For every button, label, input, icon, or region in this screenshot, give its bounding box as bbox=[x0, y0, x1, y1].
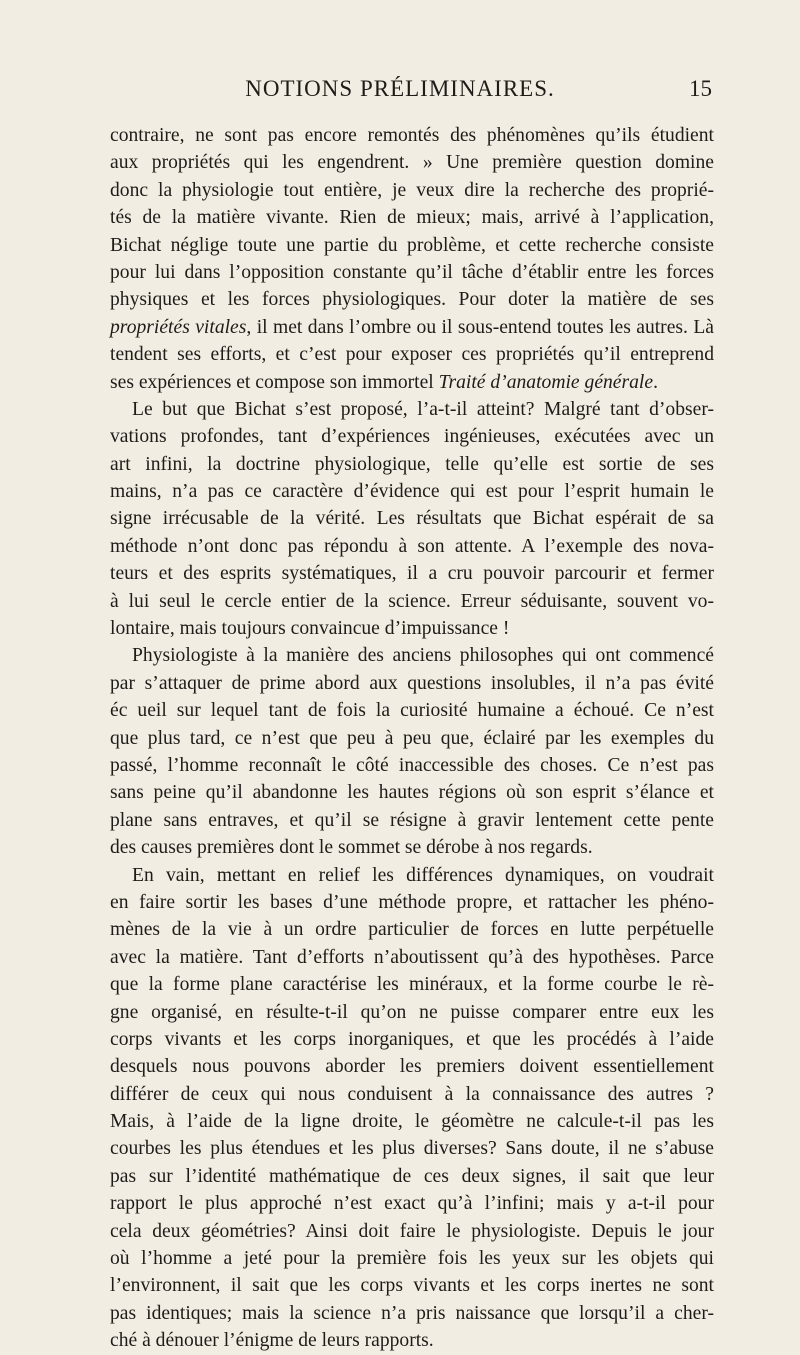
running-header bbox=[0, 76, 800, 106]
text-line: plane sans entraves, et qu’il se résigne à gravir lentement cette pente bbox=[110, 809, 714, 831]
text-line: donc la physiologie tout entière, je veux dire la recherche des proprié- bbox=[110, 179, 714, 201]
text-line: que plus tard, ce n’est que peu à peu que, éclairé par les exemples du bbox=[110, 727, 714, 749]
text-line: méthode n’ont donc pas répondu à son attente. A l’exemple des nova- bbox=[110, 535, 714, 557]
text-line: avec la matière. Tant d’efforts n’aboutissent qu’à des hypothèses. Parce bbox=[110, 946, 714, 968]
text-line: différer de ceux qui nous conduisent à la connaissance des autres ? bbox=[110, 1083, 714, 1105]
text-line: que la forme plane caractérise les minéraux, et la forme courbe le rè- bbox=[110, 974, 714, 996]
text-line: tés de la matière vivante. Rien de mieux; mais, arrivé à l’application, bbox=[110, 207, 714, 229]
page-number: 15 bbox=[689, 76, 712, 101]
text-line: signe irrécusable de la vérité. Les résultats que Bichat espérait de sa bbox=[110, 508, 714, 530]
text-line: tendent ses efforts, et c’est pour exposer ces propriétés qu’il entreprend bbox=[110, 344, 714, 366]
text-line: pas sur l’identité mathématique de ces deux signes, il sait que leur bbox=[110, 1165, 714, 1187]
text-line: art infini, la doctrine physiologique, telle qu’elle est sortie de ses bbox=[110, 453, 714, 475]
text-line: vations profondes, tant d’expériences ingénieuses, exécutées avec un bbox=[110, 426, 714, 448]
text-line: aux propriétés qui les engendrent. » Une première question domine bbox=[110, 152, 714, 174]
text-line: physiques et les forces physiologiques. Pour doter la matière de ses bbox=[110, 289, 714, 311]
text-line: en faire sortir les bases d’une méthode propre, et rattacher les phéno- bbox=[110, 891, 714, 913]
text-line: contraire, ne sont pas encore remontés des phénomènes qu’ils étudient bbox=[110, 125, 714, 146]
text-line: pour lui dans l’opposition constante qu’il tâche d’établir entre les forces bbox=[110, 261, 714, 283]
text-line: teurs et des esprits systématiques, il a cru pouvoir parcourir et fermer bbox=[110, 563, 714, 585]
text-line: ché à dénouer l’énigme de leurs rapports. bbox=[110, 1330, 434, 1352]
text-line: mènes de la vie à un ordre particulier de forces en lutte perpétuelle bbox=[110, 919, 714, 941]
body-text bbox=[110, 122, 714, 1355]
text-line: pas identiques; mais la science n’a pris naissance que lorsqu’il a cher- bbox=[110, 1302, 714, 1324]
text-line: des causes premières dont le sommet se dérobe à nos regards. bbox=[110, 837, 593, 859]
text-line: mains, n’a pas ce caractère d’évidence qui est pour l’esprit humain le bbox=[110, 481, 714, 503]
text-line: à lui seul le cercle entier de la science. Erreur séduisante, souvent vo- bbox=[110, 590, 714, 612]
text-line: passé, l’homme reconnaît le côté inaccessible des choses. Ce n’est pas bbox=[110, 754, 714, 776]
text-line: sans peine qu’il abandonne les hautes régions où son esprit s’élance et bbox=[110, 782, 714, 804]
text-line: lontaire, mais toujours convaincue d’impuissance ! bbox=[110, 618, 510, 640]
text-line: corps vivants et les corps inorganiques, et que les procédés à l’aide bbox=[110, 1028, 714, 1050]
text-line: Physiologiste à la manière des anciens philosophes qui ont commencé bbox=[132, 645, 714, 667]
text-line: gne organisé, en résulte-t-il qu’on ne puisse comparer entre eux les bbox=[110, 1001, 714, 1023]
text-line: éc ueil sur lequel tant de fois la curiosité humaine a échoué. Ce n’est bbox=[110, 700, 714, 722]
text-line: l’environnent, il sait que les corps vivants et les corps inertes ne sont bbox=[110, 1275, 714, 1297]
text-line: courbes les plus étendues et les plus diverses? Sans doute, il ne s’abuse bbox=[110, 1138, 714, 1160]
text-line: En vain, mettant en relief les différences dynamiques, on voudrait bbox=[132, 864, 714, 886]
text-line: cela deux géométries? Ainsi doit faire le physiologiste. Depuis le jour bbox=[110, 1220, 714, 1242]
text-line: rapport le plus approché n’est exact qu’à l’infini; mais y a-t-il pour bbox=[110, 1193, 714, 1215]
text-line: Le but que Bichat s’est proposé, l’a-t-il atteint? Malgré tant d’obser- bbox=[132, 398, 714, 420]
text-line: Mais, à l’aide de la ligne droite, le géomètre ne calcule-t-il pas les bbox=[110, 1111, 714, 1133]
text-line: propriétés vitales, il met dans l’ombre ou il sous-entend toutes les autres. Là bbox=[110, 316, 715, 338]
text-line: Bichat néglige toute une partie du problème, et cette recherche consiste bbox=[110, 234, 714, 256]
text-line: desquels nous pouvons aborder les premiers doivent essentiellement bbox=[110, 1056, 714, 1078]
text-line: ses expériences et compose son immortel Traité d’anatomie générale. bbox=[110, 371, 658, 393]
running-title: NOTIONS PRÉLIMINAIRES. bbox=[245, 76, 555, 101]
text-line: où l’homme a jeté pour la première fois les yeux sur les objets qui bbox=[110, 1248, 714, 1270]
text-line: par s’attaquer de prime abord aux questions insolubles, il n’a pas évité bbox=[110, 672, 714, 694]
